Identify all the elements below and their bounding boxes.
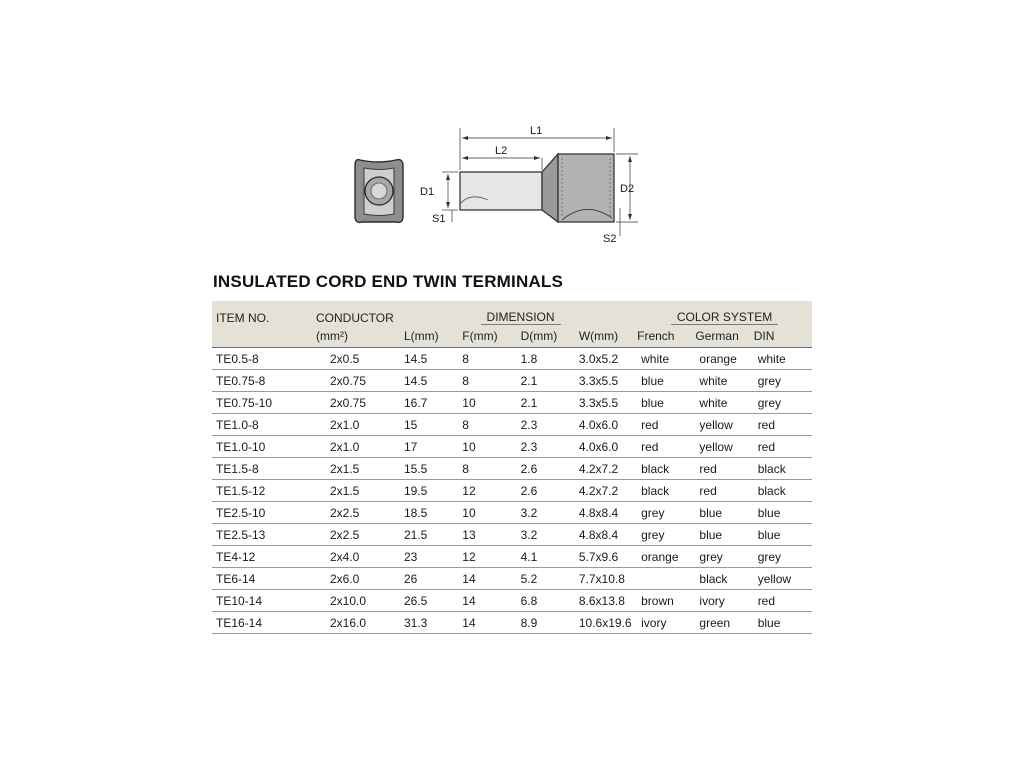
- cell-conductor: 2x0.5: [316, 348, 404, 370]
- cell-d: 1.8: [521, 348, 579, 370]
- table-row: [212, 524, 812, 546]
- cell-german: white: [695, 392, 753, 414]
- table-row: [212, 480, 812, 502]
- table-row: [212, 590, 812, 612]
- table-row: [212, 568, 812, 590]
- cell-f: 12: [462, 480, 520, 502]
- cell-l: 15: [404, 414, 462, 436]
- header-dimension-group: [404, 301, 637, 325]
- cell-w: 4.0x6.0: [579, 436, 637, 458]
- label-l1: L1: [530, 125, 543, 137]
- terminal-side-view: [460, 154, 614, 222]
- cell-w: 5.7x9.6: [579, 546, 637, 568]
- cell-l: 21.5: [404, 524, 462, 546]
- cell-l: 26: [404, 568, 462, 590]
- cell-french: black: [637, 458, 695, 480]
- cell-item: TE0.5-8: [212, 348, 316, 370]
- cell-f: 10: [462, 502, 520, 524]
- cell-w: 4.8x8.4: [579, 502, 637, 524]
- cell-w: 8.6x13.8: [579, 590, 637, 612]
- header-item-spacer: [212, 325, 316, 348]
- cell-din: grey: [754, 370, 812, 392]
- cell-item: TE1.5-12: [212, 480, 316, 502]
- cell-german: yellow: [695, 436, 753, 458]
- cell-item: TE2.5-10: [212, 502, 316, 524]
- cell-w: 3.3x5.5: [579, 392, 637, 414]
- cell-din: white: [754, 348, 812, 370]
- header-d: D(mm): [521, 325, 579, 348]
- table-body: [212, 348, 812, 634]
- cell-french: orange: [637, 546, 695, 568]
- cell-item: TE2.5-13: [212, 524, 316, 546]
- header-color-system: COLOR SYSTEM: [671, 310, 778, 325]
- table-row: [212, 612, 812, 634]
- cell-d: 2.1: [521, 392, 579, 414]
- cell-d: 3.2: [521, 502, 579, 524]
- cell-l: 23: [404, 546, 462, 568]
- header-l: L(mm): [404, 325, 462, 348]
- cell-german: blue: [695, 502, 753, 524]
- cell-din: grey: [754, 392, 812, 414]
- cell-l: 14.5: [404, 348, 462, 370]
- table-row: [212, 546, 812, 568]
- table-row: [212, 436, 812, 458]
- header-f: F(mm): [462, 325, 520, 348]
- cell-l: 18.5: [404, 502, 462, 524]
- terminal-end-view: [355, 160, 403, 223]
- table-row: [212, 502, 812, 524]
- cell-w: 4.0x6.0: [579, 414, 637, 436]
- cell-french: [637, 568, 695, 590]
- cell-item: TE1.5-8: [212, 458, 316, 480]
- cell-german: yellow: [695, 414, 753, 436]
- cell-d: 2.3: [521, 436, 579, 458]
- cell-conductor: 2x1.5: [316, 458, 404, 480]
- cell-din: red: [754, 436, 812, 458]
- label-l2: L2: [495, 145, 508, 157]
- cell-l: 15.5: [404, 458, 462, 480]
- cell-conductor: 2x0.75: [316, 392, 404, 414]
- cell-item: TE6-14: [212, 568, 316, 590]
- label-s2: S2: [603, 233, 617, 245]
- table-header: [212, 301, 812, 348]
- cell-f: 8: [462, 414, 520, 436]
- terminal-diagram-svg: [340, 118, 660, 248]
- label-d2: D2: [620, 183, 635, 195]
- cell-french: red: [637, 436, 695, 458]
- cell-french: black: [637, 480, 695, 502]
- cell-conductor: 2x2.5: [316, 524, 404, 546]
- header-row-columns: [212, 325, 812, 348]
- cell-f: 14: [462, 590, 520, 612]
- header-row-groups: [212, 301, 812, 325]
- cell-w: 7.7x10.8: [579, 568, 637, 590]
- cell-german: white: [695, 370, 753, 392]
- cell-d: 2.3: [521, 414, 579, 436]
- cell-french: red: [637, 414, 695, 436]
- cell-d: 4.1: [521, 546, 579, 568]
- cell-conductor: 2x16.0: [316, 612, 404, 634]
- cell-conductor: 2x1.0: [316, 436, 404, 458]
- cell-conductor: 2x1.5: [316, 480, 404, 502]
- header-conductor: CONDUCTOR: [316, 301, 404, 325]
- table-row: [212, 348, 812, 370]
- header-item-no: ITEM NO.: [212, 301, 316, 325]
- cell-conductor: 2x10.0: [316, 590, 404, 612]
- cell-l: 26.5: [404, 590, 462, 612]
- cell-din: grey: [754, 546, 812, 568]
- cell-din: blue: [754, 502, 812, 524]
- cell-l: 17: [404, 436, 462, 458]
- cell-f: 13: [462, 524, 520, 546]
- cell-german: blue: [695, 524, 753, 546]
- cell-d: 2.6: [521, 458, 579, 480]
- cell-item: TE1.0-10: [212, 436, 316, 458]
- cell-french: blue: [637, 392, 695, 414]
- cell-item: TE4-12: [212, 546, 316, 568]
- table-row: [212, 414, 812, 436]
- cell-din: blue: [754, 612, 812, 634]
- cell-conductor: 2x2.5: [316, 502, 404, 524]
- cell-conductor: 2x6.0: [316, 568, 404, 590]
- cell-german: orange: [695, 348, 753, 370]
- cell-din: black: [754, 458, 812, 480]
- header-german: German: [695, 325, 753, 348]
- cell-din: black: [754, 480, 812, 502]
- cell-item: TE0.75-8: [212, 370, 316, 392]
- cell-l: 19.5: [404, 480, 462, 502]
- cell-item: TE0.75-10: [212, 392, 316, 414]
- header-color-system-group: [637, 301, 812, 325]
- cell-f: 10: [462, 392, 520, 414]
- cell-german: grey: [695, 546, 753, 568]
- cell-conductor: 2x0.75: [316, 370, 404, 392]
- header-conductor-unit: (mm²): [316, 325, 404, 348]
- cell-french: blue: [637, 370, 695, 392]
- cell-german: red: [695, 480, 753, 502]
- cell-german: green: [695, 612, 753, 634]
- cell-w: 4.2x7.2: [579, 480, 637, 502]
- header-french: French: [637, 325, 695, 348]
- table-row: [212, 392, 812, 414]
- cell-w: 10.6x19.6: [579, 612, 637, 634]
- cell-item: TE10-14: [212, 590, 316, 612]
- cell-f: 14: [462, 568, 520, 590]
- cell-d: 3.2: [521, 524, 579, 546]
- label-s1: S1: [432, 213, 446, 225]
- cell-french: ivory: [637, 612, 695, 634]
- cell-item: TE16-14: [212, 612, 316, 634]
- cell-d: 5.2: [521, 568, 579, 590]
- terminal-diagram: [340, 118, 660, 248]
- cell-w: 4.8x8.4: [579, 524, 637, 546]
- cell-german: ivory: [695, 590, 753, 612]
- spec-table: [212, 301, 812, 634]
- cell-f: 8: [462, 370, 520, 392]
- cell-f: 14: [462, 612, 520, 634]
- header-dimension: DIMENSION: [481, 310, 561, 325]
- cell-conductor: 2x1.0: [316, 414, 404, 436]
- cell-f: 10: [462, 436, 520, 458]
- cell-d: 2.1: [521, 370, 579, 392]
- cell-item: TE1.0-8: [212, 414, 316, 436]
- cell-din: blue: [754, 524, 812, 546]
- cell-french: grey: [637, 524, 695, 546]
- cell-din: yellow: [754, 568, 812, 590]
- cell-din: red: [754, 414, 812, 436]
- cell-f: 8: [462, 348, 520, 370]
- header-din: DIN: [754, 325, 812, 348]
- cell-din: red: [754, 590, 812, 612]
- cell-f: 12: [462, 546, 520, 568]
- cell-german: red: [695, 458, 753, 480]
- cell-conductor: 2x4.0: [316, 546, 404, 568]
- label-d1: D1: [420, 186, 435, 198]
- cell-l: 31.3: [404, 612, 462, 634]
- cell-d: 8.9: [521, 612, 579, 634]
- cell-f: 8: [462, 458, 520, 480]
- cell-d: 6.8: [521, 590, 579, 612]
- cell-german: black: [695, 568, 753, 590]
- table-row: [212, 458, 812, 480]
- cell-l: 16.7: [404, 392, 462, 414]
- cell-french: grey: [637, 502, 695, 524]
- cell-w: 4.2x7.2: [579, 458, 637, 480]
- page-title: INSULATED CORD END TWIN TERMINALS: [213, 272, 564, 291]
- cell-french: white: [637, 348, 695, 370]
- cell-w: 3.0x5.2: [579, 348, 637, 370]
- cell-w: 3.3x5.5: [579, 370, 637, 392]
- cell-french: brown: [637, 590, 695, 612]
- table-row: [212, 370, 812, 392]
- cell-d: 2.6: [521, 480, 579, 502]
- header-w: W(mm): [579, 325, 637, 348]
- cell-l: 14.5: [404, 370, 462, 392]
